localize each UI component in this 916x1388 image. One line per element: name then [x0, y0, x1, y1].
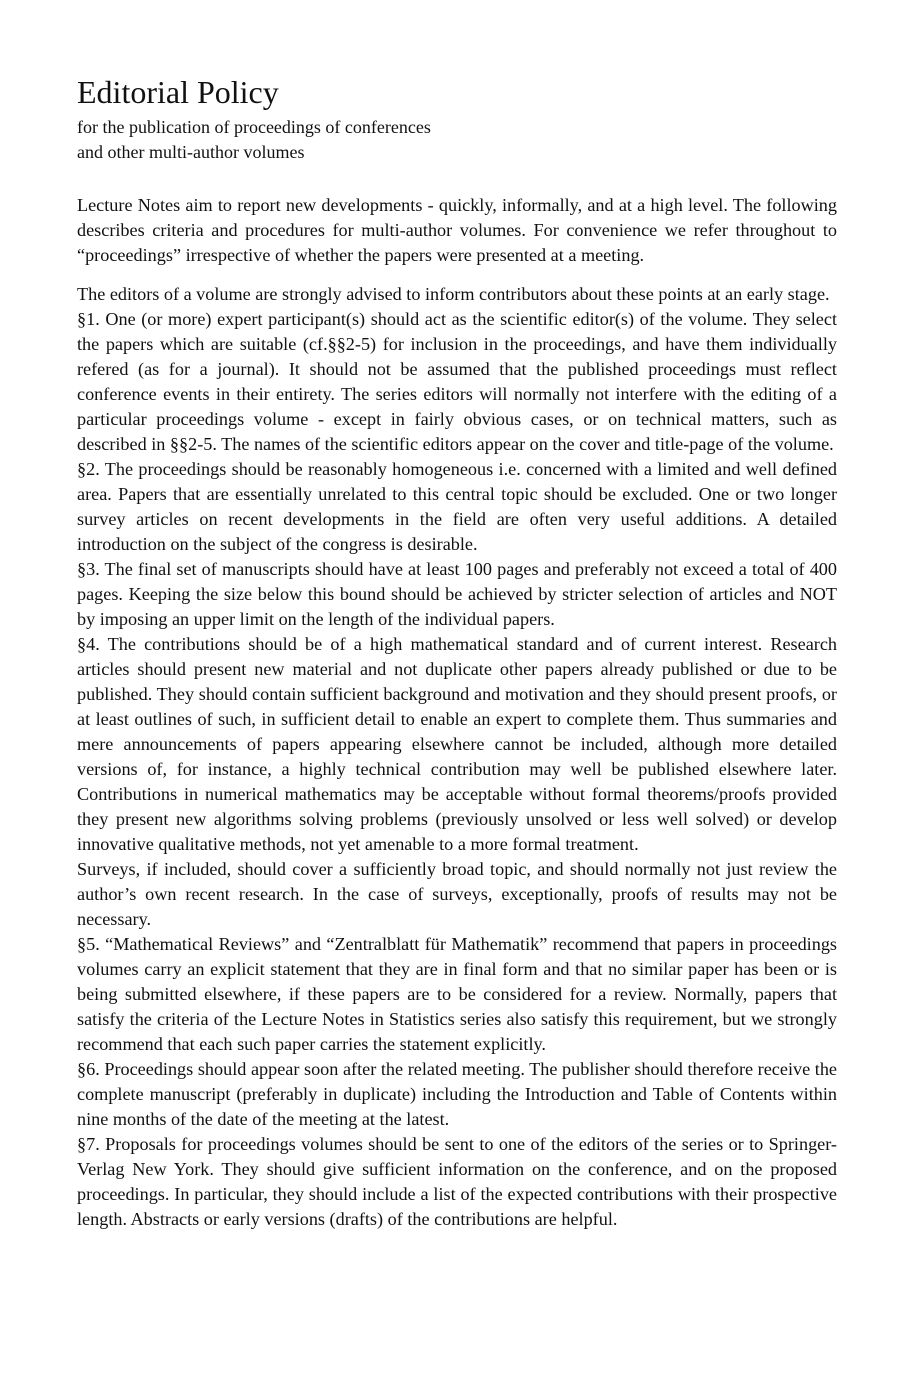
- section-2-paragraph: §2. The proceedings should be reasonably homogeneous i.e. concerned with a limited and well defined area. Papers that are essentially unrelated to this central topic should be excluded. One or two longer survey articles on recent developments in the field are often very useful additions. A detailed introduction on the subject of the congress is desirable.: [77, 459, 837, 554]
- section-6-paragraph: §6. Proceedings should appear soon after the related meeting. The publisher should therefore receive the complete manuscript (preferably in duplicate) including the Introduction and Table of Contents within nine months of the date of the meeting at the latest.: [77, 1059, 837, 1129]
- section-1-paragraph: §1. One (or more) expert participant(s) should act as the scientific editor(s) of the volume. They select the papers which are suitable (cf.§§2-5) for inclusion in the proceedings, and have them individually refered (as for a journal). It should not be assumed that the published proceedings must reflect conference events in their entirety. The series editors will normally not interfere with the editing of a particular proceedings volume - except in fairly obvious cases, or on technical matters, such as described in §§2-5. The names of the scientific editors appear on the cover and title-page of the volume.: [77, 309, 837, 454]
- document-body: [77, 193, 837, 1232]
- advice-paragraph: The editors of a volume are strongly advised to inform contributors about these points at an early stage.: [77, 284, 830, 304]
- document-page: [77, 72, 837, 1232]
- section-5-paragraph: §5. “Mathematical Reviews” and “Zentralblatt für Mathematik” recommend that papers in proceedings volumes carry an explicit statement that they are in final form and that no similar paper has been or is being submitted elsewhere, if these papers are to be considered for a review. Normally, papers that satisfy the criteria of the Lecture Notes in Statistics series also satisfy this requirement, but we strongly recommend that each such paper carries the statement explicitly.: [77, 934, 837, 1054]
- section-4-paragraph: §4. The contributions should be of a high mathematical standard and of current interest. Research articles should present new material and not duplicate other papers already published or due to be published. They should contain sufficient background and motivation and they should present proofs, or at least outlines of such, in sufficient detail to enable an expert to complete them. Thus summaries and mere announcements of papers appearing elsewhere cannot be included, although more detailed versions of, for instance, a highly technical contribution may well be published elsewhere later. Contributions in numerical mathematics may be acceptable without formal theorems/proofs provided they present new algorithms solving problems (previously unsolved or less well solved) or develop innovative qualitative methods, not yet amenable to a more formal treatment.: [77, 634, 837, 854]
- subtitle-line-1: for the publication of proceedings of conferences: [77, 117, 431, 137]
- section-7-paragraph: §7. Proposals for proceedings volumes should be sent to one of the editors of the series or to Springer-Verlag New York. They should give sufficient information on the conference, and on the proposed proceedings. In particular, they should include a list of the expected contributions with their prospective length. Abstracts or early versions (drafts) of the contributions are helpful.: [77, 1134, 837, 1229]
- page-title: Editorial Policy: [77, 74, 279, 110]
- surveys-paragraph: Surveys, if included, should cover a sufficiently broad topic, and should normally not just review the author’s own recent research. In the case of surveys, exceptionally, proofs of results may not be necessary.: [77, 859, 837, 929]
- section-3-paragraph: §3. The final set of manuscripts should have at least 100 pages and preferably not exceed a total of 400 pages. Keeping the size below this bound should be achieved by stricter selection of articles and NOT by imposing an upper limit on the length of the individual papers.: [77, 559, 837, 629]
- intro-paragraph: Lecture Notes aim to report new developments - quickly, informally, and at a high level. The following describes criteria and procedures for multi-author volumes. For convenience we refer throughout to “proceedings” irrespective of whether the papers were presented at a meeting.: [77, 195, 837, 265]
- subtitle-line-2: and other multi-author volumes: [77, 142, 305, 162]
- page-subtitle: [77, 115, 837, 165]
